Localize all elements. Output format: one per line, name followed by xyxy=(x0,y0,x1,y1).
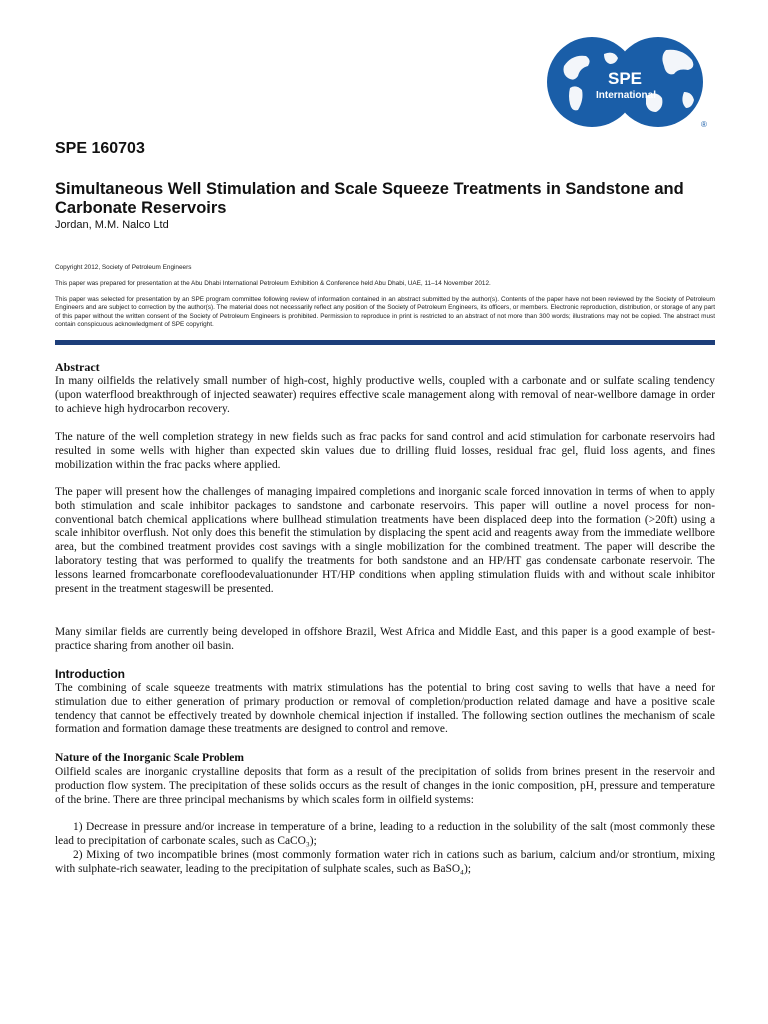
logo-registered-mark: ® xyxy=(701,120,707,128)
presentation-note: This paper was prepared for presentation at the Abu Dhabi International Petroleum Exhibition & Conference held Abu Dhabi, UAE, 11–14 November 2012. xyxy=(55,280,491,287)
scale-paragraph-1: Oilfield scales are inorganic crystalline deposits that form as a result of the precipitation of solids from brines present in the reservoir and production flow system. The precipitation of these solids occurs as the result of changes in the ionic composition, pH, pressure and temperature of the brine. There are three principal mechanisms by which scales form in oilfield systems: xyxy=(55,766,715,806)
abstract-paragraph-4: Many similar fields are currently being developed in offshore Brazil, West Africa and Middle East, and this paper is a good example of best-practice sharing from another oil basin. xyxy=(55,626,715,652)
paper-title: Simultaneous Well Stimulation and Scale Squeeze Treatments in Sandstone and Carbonate Reservoirs xyxy=(55,180,684,217)
scale-problem-heading: Nature of the Inorganic Scale Problem xyxy=(55,752,244,764)
logo-text-international: International xyxy=(595,90,657,101)
header-divider xyxy=(55,340,715,345)
review-disclaimer: This paper was selected for presentation by an SPE program committee following review of information contained in an abstract submitted by the author(s). Contents of the paper have not been reviewed by the Society of Petroleum Engineers and are subject to correction by the author(s). The material does not necessarily reflect any position of the Society of Petroleum Engineers, its officers, or members. Electronic reproduction, distribution, or storage of any part of this paper without the written consent of the Society of Petroleum Engineers is prohibited. Permission to reproduce in print is restricted to an abstract of not more than 300 words; illustrations may not be copied. The abstract must contain conspicuous acknowledgment of SPE copyright. xyxy=(55,296,715,328)
abstract-paragraph-2: The nature of the well completion strategy in new fields such as frac packs for sand control and acid stimulation for carbonate reservoirs had resulted in some wells with higher than expected skin values due to drilling fluid losses, residual frac gel, fluid loss agents, and fines mobilization within the frac packs where applied. xyxy=(55,431,715,471)
introduction-heading: Introduction xyxy=(55,667,125,681)
scale-mechanism-1: 1) Decrease in pressure and/or increase in temperature of a brine, leading to a reduction in the solubility of the salt (most commonly these lead to precipitation of carbonate scales, such as CaCO₃); xyxy=(55,821,715,847)
abstract-paragraph-1: In many oilfields the relatively small number of high-cost, highly productive wells, coupled with a carbonate and or sulfate scaling tendency (upon waterflood breakthrough of injected seawater) requires effective scale management along with removal of near-wellbore damage in order to achieve high hydrocarbon recovery. xyxy=(55,375,715,415)
paper-id: SPE 160703 xyxy=(55,140,145,157)
introduction-paragraph-1: The combining of scale squeeze treatments with matrix stimulations has the potential to bring cost saving to wells that have a need for stimulation due to either generation of primary production or removal of completion/production related damage and have a positive scale tendency that cannot be effectively treated by downhole chemical injection if installed. The following section outlines the mechanism of scale formation and formation damage these treatments are designed to control and remove. xyxy=(55,682,715,736)
abstract-paragraph-3: The paper will present how the challenges of managing impaired completions and inorganic scale forced innovation in terms of when to apply both stimulation and scale inhibitor packages to sandstone and carbonate reservoirs. This paper will outline a novel process for non-conventional batch chemical applications where bullhead stimulation treatments have been displaced deep into the formation (>20ft) using a scale inhibitor overflush. Not only does this benefit the stimulation by displacing the spent acid and reagents away from the immediate wellbore area, but the combined treatment provides cost savings with a single mobilization for the combined treatment. The paper will describe the laboratory testing that was performed to qualify the treatments for both sandstone and an HP/HT gas condensate carbonate reservoir. The lessons learned fromcarbonate corefloodevaluationunder HT/HP conditions when appling stimulation fluids with and without scale inhibitor present in the treatment stageswill be presented. xyxy=(55,486,715,595)
spe-international-logo xyxy=(546,36,708,128)
abstract-heading: Abstract xyxy=(55,360,100,374)
scale-mechanism-2: 2) Mixing of two incompatible brines (most commonly formation water rich in cations such as barium, calcium and/or strontium, mixing with sulphate-rich seawater, leading to the precipitation of sulphate scales, such as BaSO₄); xyxy=(55,849,715,875)
author-line: Jordan, M.M. Nalco Ltd xyxy=(55,219,169,231)
copyright-line: Copyright 2012, Society of Petroleum Engineers xyxy=(55,264,192,271)
logo-text-spe: SPE xyxy=(607,69,643,88)
